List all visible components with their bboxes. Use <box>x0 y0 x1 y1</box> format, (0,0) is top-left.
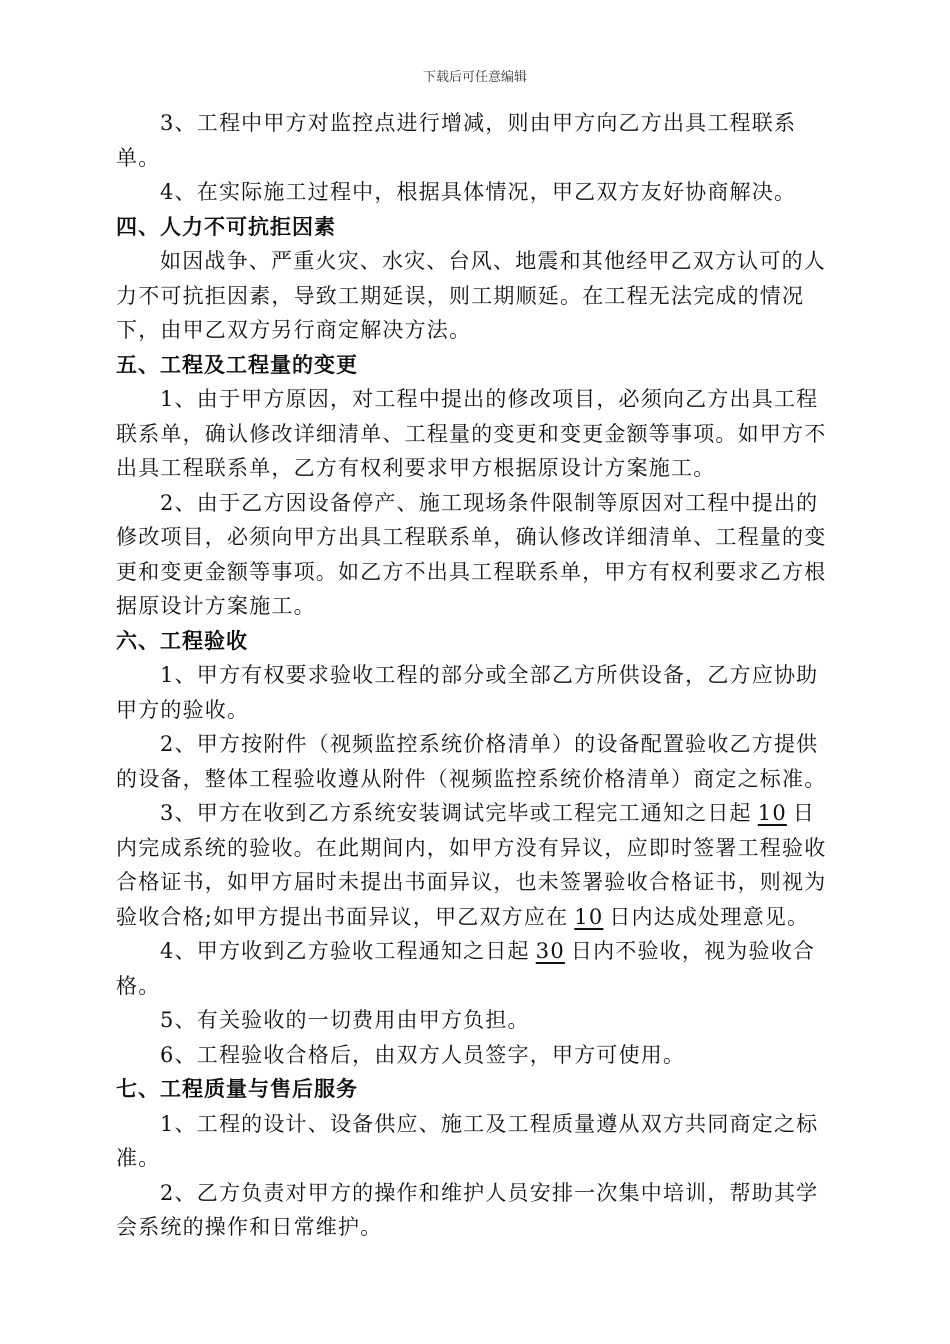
paragraph-line <box>116 762 836 797</box>
line-text: 4、甲方收到乙方验收工程通知之日起 <box>160 939 530 963</box>
line-text: 四、人力不可抗拒因素 <box>116 214 336 239</box>
line-text-after: 日内达成处理意见。 <box>609 904 810 929</box>
fill-in-blank: 10 <box>757 801 787 825</box>
paragraph-line <box>116 1107 836 1142</box>
paragraph-line <box>116 727 836 762</box>
line-text-after: 日 <box>792 801 816 825</box>
line-text: 七、工程质量与售后服务 <box>116 1077 358 1101</box>
paragraph-line <box>116 106 836 141</box>
paragraph-line <box>116 1003 836 1038</box>
line-text: 6、工程验收合格后，由双方人员签字，甲方可使用。 <box>160 1042 686 1067</box>
paragraph-line <box>116 313 836 348</box>
paragraph-line <box>116 865 836 900</box>
line-text: 3、工程中甲方对监控点进行增减，则由甲方向乙方出具工程联系 <box>160 111 797 135</box>
line-text: 甲方的验收。 <box>116 697 250 722</box>
line-text: 1、工程的设计、设备供应、施工及工程质量遵从双方共同商定之标 <box>160 1111 819 1136</box>
line-text: 4、在实际施工过程中，根据具体情况，甲乙双方友好协商解决。 <box>160 180 797 204</box>
section-heading <box>116 348 836 383</box>
line-text: 格。 <box>116 973 161 998</box>
paragraph-line <box>116 831 836 866</box>
line-text: 更和变更金额等事项。如乙方不出具工程联系单，甲方有权利要求乙方根 <box>116 559 827 584</box>
line-text: 验收合格;如甲方提出书面异议，甲乙双方应在 <box>116 904 569 929</box>
line-text: 2、由于乙方因设备停产、施工现场条件限制等原因对工程中提出的 <box>160 490 819 515</box>
fill-in-blank: 30 <box>535 939 565 963</box>
paragraph-line <box>116 279 836 314</box>
paragraph-line <box>116 969 836 1004</box>
line-text: 力不可抗拒因素，导致工期延误，则工期顺延。在工程无法完成的情况 <box>116 283 805 308</box>
line-text: 内完成系统的验收。在此期间内，如甲方没有异议，应即时签署工程验收 <box>116 835 827 860</box>
paragraph-line <box>116 417 836 452</box>
line-text: 的设备，整体工程验收遵从附件（视频监控系统价格清单）商定之标准。 <box>116 766 827 791</box>
paragraph-line <box>116 589 836 624</box>
line-text: 会系统的操作和日常维护。 <box>116 1215 383 1239</box>
line-text: 5、有关验收的一切费用由甲方负担。 <box>160 1008 530 1032</box>
paragraph-line <box>116 451 836 486</box>
paragraph-line <box>116 520 836 555</box>
line-text: 据原设计方案施工。 <box>116 594 316 618</box>
section-heading <box>116 1072 836 1107</box>
line-text: 1、甲方有权要求验收工程的部分或全部乙方所供设备，乙方应协助 <box>160 663 819 687</box>
paragraph-line <box>116 1038 836 1073</box>
line-text: 下，由甲乙双方另行商定解决方法。 <box>116 318 472 342</box>
fill-in-blank: 10 <box>574 904 604 929</box>
document-body <box>116 106 836 1245</box>
paragraph-line <box>116 141 836 176</box>
paragraph-line <box>116 796 836 831</box>
line-text: 单。 <box>116 145 161 170</box>
line-text: 六、工程验收 <box>116 628 248 653</box>
line-text: 2、甲方按附件（视频监控系统价格清单）的设备配置验收乙方提供 <box>160 732 819 756</box>
line-text: 五、工程及工程量的变更 <box>116 352 358 377</box>
paragraph-line <box>116 934 836 969</box>
paragraph-line <box>116 1141 836 1176</box>
paragraph-line <box>116 486 836 521</box>
line-text: 出具工程联系单，乙方有权利要求甲方根据原设计方案施工。 <box>116 456 716 480</box>
paragraph-line <box>116 1176 836 1211</box>
line-text: 如因战争、严重火灾、水灾、台风、地震和其他经甲乙双方认可的人 <box>160 249 826 273</box>
paragraph-line <box>116 555 836 590</box>
line-text: 准。 <box>116 1146 161 1170</box>
paragraph-line <box>116 658 836 693</box>
line-text: 合格证书，如甲方届时未提出书面异议，也未签署验收合格证书，则视为 <box>116 870 827 894</box>
paragraph-line <box>116 244 836 279</box>
section-heading <box>116 624 836 659</box>
paragraph-line <box>116 175 836 210</box>
header-note: 下载后可任意编辑 <box>422 70 527 85</box>
line-text: 2、乙方负责对甲方的操作和维护人员安排一次集中培训，帮助其学 <box>160 1180 819 1205</box>
paragraph-line <box>116 693 836 728</box>
section-heading <box>116 210 836 245</box>
paragraph-line <box>116 900 836 935</box>
line-text: 联系单，确认修改详细清单、工程量的变更和变更金额等事项。如甲方不 <box>116 421 827 446</box>
paragraph-line <box>116 1210 836 1245</box>
line-text: 修改项目，必须向甲方出具工程联系单，确认修改详细清单、工程量的变 <box>116 525 827 549</box>
paragraph-line <box>116 382 836 417</box>
line-text: 1、由于甲方原因，对工程中提出的修改项目，必须向乙方出具工程 <box>160 387 819 411</box>
line-text-after: 日内不验收，视为验收合 <box>570 939 816 963</box>
line-text: 3、甲方在收到乙方系统安装调试完毕或工程完工通知之日起 <box>160 801 752 825</box>
